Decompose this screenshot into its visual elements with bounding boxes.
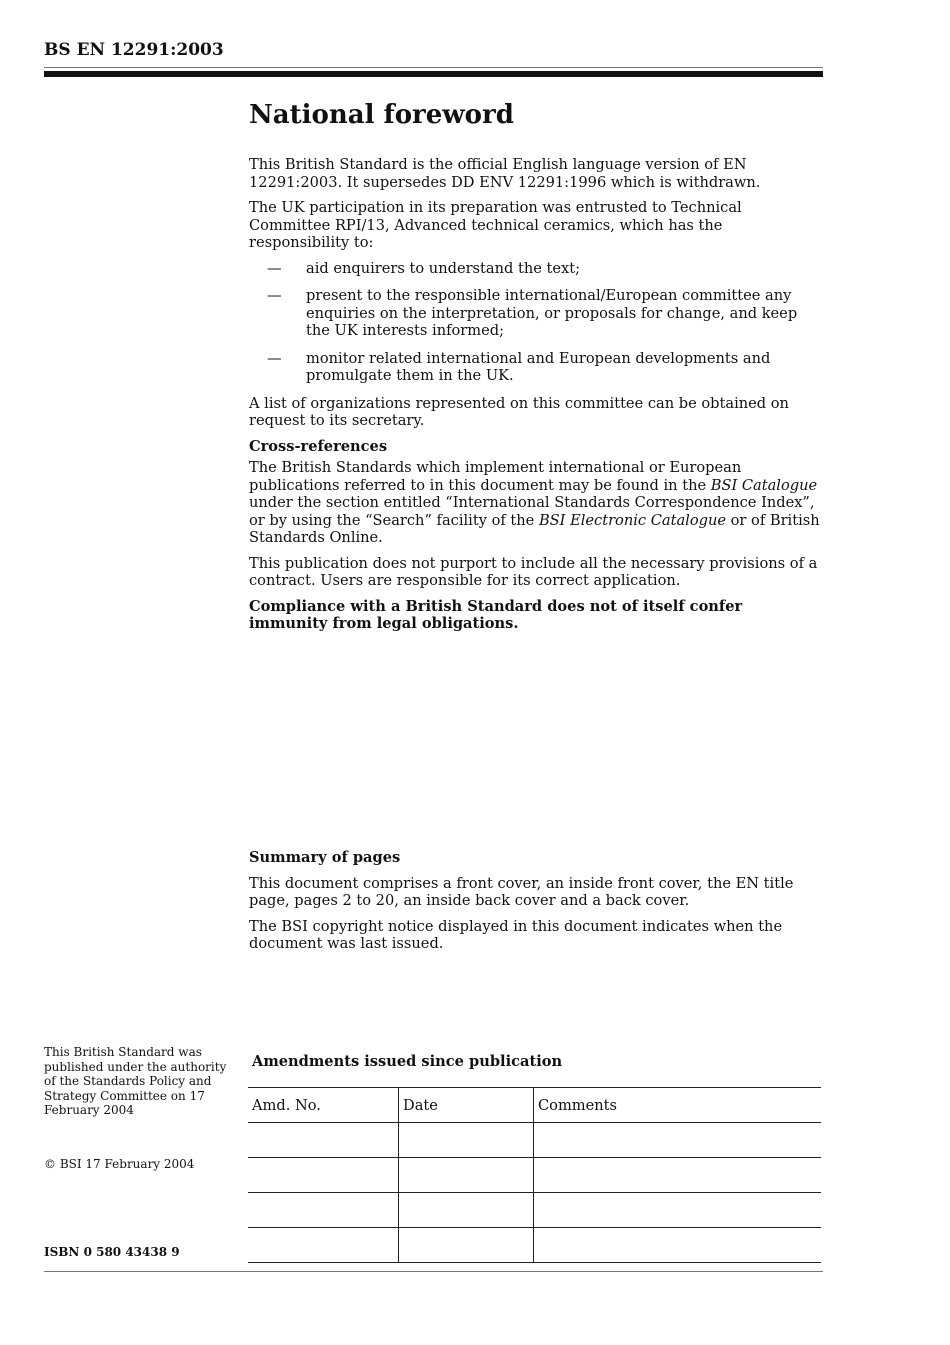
footer-rule — [44, 1271, 823, 1272]
list-item — [249, 350, 824, 385]
table-row — [248, 1193, 821, 1228]
column-header-date: Date — [399, 1088, 534, 1123]
table-cell — [248, 1123, 399, 1158]
table-cell — [399, 1123, 534, 1158]
list-item — [249, 260, 824, 278]
dash-bullet: — — [267, 287, 282, 304]
table-cell — [534, 1193, 822, 1228]
summary-section — [249, 849, 824, 961]
crossref-heading: Cross-references — [249, 437, 388, 455]
header-rule-thin — [44, 67, 823, 68]
summary-paragraph-contents: This document comprises a front cover, an inside front cover, the EN title page, pages 2 to 20, an inside back cover and a back cover. — [249, 874, 794, 909]
list-item-text: aid enquirers to understand the text; — [306, 259, 581, 277]
paragraph-provisions: This publication does not purport to include all the necessary provisions of a contract. Users are responsible for its correct application. — [249, 554, 818, 589]
table-cell — [399, 1158, 534, 1193]
table-cell — [534, 1228, 822, 1263]
table-cell — [248, 1228, 399, 1263]
crossref-bsi-catalogue: BSI Catalogue — [710, 476, 818, 494]
table-cell — [248, 1193, 399, 1228]
header-rule-thick — [44, 71, 823, 77]
copyright-note: © BSI 17 February 2004 — [44, 1157, 195, 1171]
amendments-title: Amendments issued since publication — [252, 1053, 563, 1070]
document-id: BS EN 12291:2003 — [44, 40, 224, 60]
table-cell — [534, 1123, 822, 1158]
table-row — [248, 1123, 821, 1158]
list-item-text: present to the responsible international/European committee any enquiries on the interpretation, or proposals for change, and keep the UK interests informed; — [306, 287, 798, 339]
table-row — [248, 1158, 821, 1193]
responsibility-list — [249, 260, 824, 385]
table-cell — [534, 1158, 822, 1193]
dash-bullet: — — [267, 349, 282, 367]
list-item — [249, 287, 824, 340]
crossref-text-e: or of British Standards Online. — [249, 511, 820, 546]
paragraph-version: This British Standard is the official English language version of EN 12291:2003. It supersedes DD ENV 12291:1996 which is withdrawn. — [249, 156, 761, 191]
table-row — [248, 1228, 821, 1263]
table-cell — [248, 1158, 399, 1193]
table-cell — [399, 1228, 534, 1263]
summary-heading: Summary of pages — [249, 849, 401, 866]
page-title: National foreword — [249, 100, 514, 130]
column-header-comments: Comments — [534, 1088, 822, 1123]
paragraph-participation: The UK participation in its preparation was entrusted to Technical Committee RPI/13, Advanced technical ceramics, which has the responsibility to: — [249, 199, 742, 251]
paragraph-committee-list: A list of organizations represented on this committee can be obtained on request to its secretary. — [249, 394, 789, 429]
amendments-table — [248, 1087, 821, 1263]
list-item-text: monitor related international and European developments and promulgate them in the UK. — [306, 349, 771, 384]
column-header-amd-no: Amd. No. — [248, 1088, 399, 1123]
table-cell — [399, 1193, 534, 1228]
crossref-bsi-electronic-catalogue: BSI Electronic Catalogue — [538, 511, 726, 529]
crossref-text-a: The British Standards which implement international or European publications referred to in this document may be found in the — [249, 459, 742, 494]
publication-note: This British Standard was published under the authority of the Standards Policy and Strategy Committee on 17 February 2004 — [44, 1045, 227, 1118]
summary-paragraph-copyright: The BSI copyright notice displayed in this document indicates when the document was last issued. — [249, 917, 783, 952]
crossref-text-c: under the section entitled “International Standards Correspondence Index”, or by using the “Search” facility of the — [249, 494, 815, 529]
paragraph-crossref — [249, 459, 824, 547]
table-header-row — [248, 1088, 821, 1123]
isbn: ISBN 0 580 43438 9 — [44, 1245, 180, 1259]
foreword-body — [249, 156, 824, 641]
paragraph-compliance: Compliance with a British Standard does not of itself confer immunity from legal obligations. — [249, 597, 743, 632]
dash-bullet: — — [267, 259, 282, 277]
